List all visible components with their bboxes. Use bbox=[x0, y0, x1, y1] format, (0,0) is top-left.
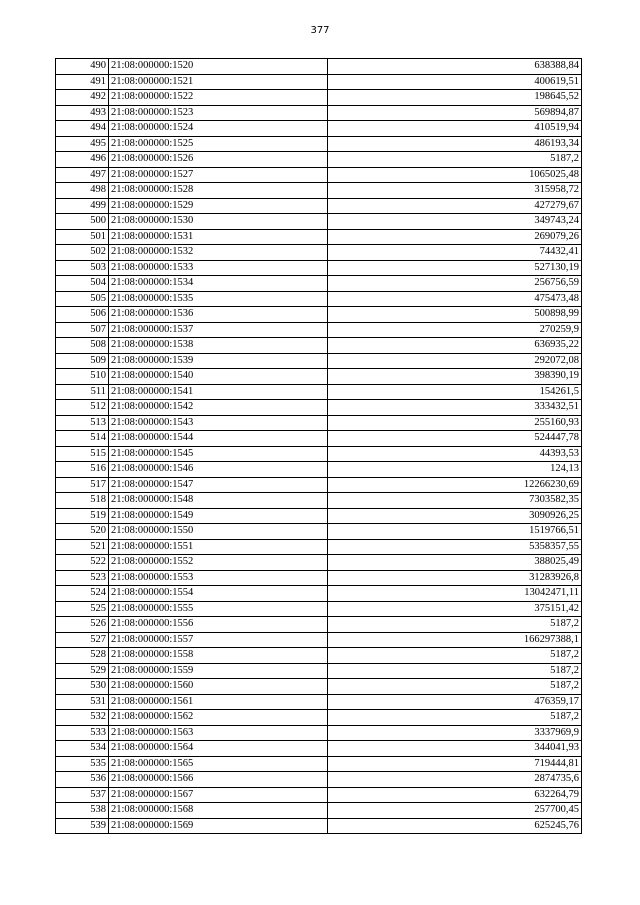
cadastral-number-cell: 21:08:000000:1567 bbox=[109, 787, 328, 803]
cadastral-number-cell: 21:08:000000:1548 bbox=[109, 493, 328, 509]
cadastral-value-cell: 410519,94 bbox=[328, 121, 582, 137]
table-row bbox=[56, 415, 582, 431]
row-number-cell: 529 bbox=[56, 663, 109, 679]
row-number-cell: 498 bbox=[56, 183, 109, 199]
row-number-cell: 519 bbox=[56, 508, 109, 524]
cadastral-value-cell: 5187,2 bbox=[328, 617, 582, 633]
row-number-cell: 531 bbox=[56, 694, 109, 710]
table-row bbox=[56, 167, 582, 183]
cadastral-number-cell: 21:08:000000:1530 bbox=[109, 214, 328, 230]
row-number-cell: 508 bbox=[56, 338, 109, 354]
cadastral-value-cell: 375151,42 bbox=[328, 601, 582, 617]
row-number-cell: 536 bbox=[56, 772, 109, 788]
table-row bbox=[56, 338, 582, 354]
table-row bbox=[56, 400, 582, 416]
cadastral-value-cell: 12266230,69 bbox=[328, 477, 582, 493]
table-row bbox=[56, 384, 582, 400]
row-number-cell: 497 bbox=[56, 167, 109, 183]
cadastral-number-cell: 21:08:000000:1562 bbox=[109, 710, 328, 726]
cadastral-number-cell: 21:08:000000:1542 bbox=[109, 400, 328, 416]
table-row bbox=[56, 276, 582, 292]
cadastral-value-cell: 44393,53 bbox=[328, 446, 582, 462]
row-number-cell: 513 bbox=[56, 415, 109, 431]
table-row bbox=[56, 307, 582, 323]
cadastral-value-cell: 5187,2 bbox=[328, 710, 582, 726]
row-number-cell: 506 bbox=[56, 307, 109, 323]
cadastral-number-cell: 21:08:000000:1522 bbox=[109, 90, 328, 106]
table-row bbox=[56, 136, 582, 152]
row-number-cell: 499 bbox=[56, 198, 109, 214]
cadastral-value-cell: 427279,67 bbox=[328, 198, 582, 214]
cadastral-value-cell: 292072,08 bbox=[328, 353, 582, 369]
cadastral-number-cell: 21:08:000000:1549 bbox=[109, 508, 328, 524]
row-number-cell: 538 bbox=[56, 803, 109, 819]
cadastral-value-cell: 719444,81 bbox=[328, 756, 582, 772]
row-number-cell: 516 bbox=[56, 462, 109, 478]
row-number-cell: 518 bbox=[56, 493, 109, 509]
cadastral-number-cell: 21:08:000000:1551 bbox=[109, 539, 328, 555]
cadastral-value-cell: 166297388,1 bbox=[328, 632, 582, 648]
table-row bbox=[56, 90, 582, 106]
cadastral-value-cell: 524447,78 bbox=[328, 431, 582, 447]
table-row bbox=[56, 601, 582, 617]
table-row bbox=[56, 648, 582, 664]
cadastral-number-cell: 21:08:000000:1558 bbox=[109, 648, 328, 664]
table-row bbox=[56, 772, 582, 788]
cadastral-value-cell: 398390,19 bbox=[328, 369, 582, 385]
row-number-cell: 496 bbox=[56, 152, 109, 168]
cadastral-number-cell: 21:08:000000:1523 bbox=[109, 105, 328, 121]
table-row bbox=[56, 59, 582, 75]
row-number-cell: 504 bbox=[56, 276, 109, 292]
table-row bbox=[56, 105, 582, 121]
cadastral-number-cell: 21:08:000000:1565 bbox=[109, 756, 328, 772]
cadastral-number-cell: 21:08:000000:1547 bbox=[109, 477, 328, 493]
row-number-cell: 491 bbox=[56, 74, 109, 90]
cadastral-number-cell: 21:08:000000:1538 bbox=[109, 338, 328, 354]
cadastral-number-cell: 21:08:000000:1540 bbox=[109, 369, 328, 385]
cadastral-number-cell: 21:08:000000:1564 bbox=[109, 741, 328, 757]
cadastral-value-cell: 569894,87 bbox=[328, 105, 582, 121]
cadastral-value-cell: 3337969,9 bbox=[328, 725, 582, 741]
row-number-cell: 537 bbox=[56, 787, 109, 803]
cadastral-value-cell: 269079,26 bbox=[328, 229, 582, 245]
table-row bbox=[56, 555, 582, 571]
row-number-cell: 521 bbox=[56, 539, 109, 555]
cadastral-value-cell: 124,13 bbox=[328, 462, 582, 478]
cadastral-number-cell: 21:08:000000:1541 bbox=[109, 384, 328, 400]
row-number-cell: 503 bbox=[56, 260, 109, 276]
row-number-cell: 520 bbox=[56, 524, 109, 540]
row-number-cell: 528 bbox=[56, 648, 109, 664]
cadastral-number-cell: 21:08:000000:1560 bbox=[109, 679, 328, 695]
table-row bbox=[56, 229, 582, 245]
cadastral-number-cell: 21:08:000000:1534 bbox=[109, 276, 328, 292]
row-number-cell: 527 bbox=[56, 632, 109, 648]
table-row bbox=[56, 198, 582, 214]
cadastral-value-cell: 638388,84 bbox=[328, 59, 582, 75]
table-row bbox=[56, 74, 582, 90]
cadastral-number-cell: 21:08:000000:1555 bbox=[109, 601, 328, 617]
cadastral-number-cell: 21:08:000000:1553 bbox=[109, 570, 328, 586]
table-row bbox=[56, 291, 582, 307]
row-number-cell: 539 bbox=[56, 818, 109, 834]
table-row bbox=[56, 710, 582, 726]
cadastral-value-cell: 475473,48 bbox=[328, 291, 582, 307]
cadastral-number-cell: 21:08:000000:1533 bbox=[109, 260, 328, 276]
table-row bbox=[56, 477, 582, 493]
cadastral-number-cell: 21:08:000000:1529 bbox=[109, 198, 328, 214]
cadastral-number-cell: 21:08:000000:1546 bbox=[109, 462, 328, 478]
cadastral-value-table bbox=[55, 58, 582, 834]
row-number-cell: 509 bbox=[56, 353, 109, 369]
cadastral-value-cell: 476359,17 bbox=[328, 694, 582, 710]
cadastral-value-cell: 1065025,48 bbox=[328, 167, 582, 183]
cadastral-number-cell: 21:08:000000:1554 bbox=[109, 586, 328, 602]
cadastral-number-cell: 21:08:000000:1556 bbox=[109, 617, 328, 633]
cadastral-value-cell: 315958,72 bbox=[328, 183, 582, 199]
table-row bbox=[56, 369, 582, 385]
table-row bbox=[56, 679, 582, 695]
row-number-cell: 495 bbox=[56, 136, 109, 152]
table-row bbox=[56, 539, 582, 555]
cadastral-value-cell: 527130,19 bbox=[328, 260, 582, 276]
table-row bbox=[56, 493, 582, 509]
table-row bbox=[56, 570, 582, 586]
cadastral-number-cell: 21:08:000000:1528 bbox=[109, 183, 328, 199]
cadastral-value-cell: 5358357,55 bbox=[328, 539, 582, 555]
table-row bbox=[56, 322, 582, 338]
cadastral-value-cell: 257700,45 bbox=[328, 803, 582, 819]
row-number-cell: 532 bbox=[56, 710, 109, 726]
table-row bbox=[56, 617, 582, 633]
table-row bbox=[56, 756, 582, 772]
table-row bbox=[56, 462, 582, 478]
cadastral-value-cell: 198645,52 bbox=[328, 90, 582, 106]
row-number-cell: 510 bbox=[56, 369, 109, 385]
cadastral-number-cell: 21:08:000000:1566 bbox=[109, 772, 328, 788]
row-number-cell: 502 bbox=[56, 245, 109, 261]
cadastral-value-cell: 388025,49 bbox=[328, 555, 582, 571]
table-row bbox=[56, 787, 582, 803]
cadastral-number-cell: 21:08:000000:1552 bbox=[109, 555, 328, 571]
table-row bbox=[56, 741, 582, 757]
cadastral-number-cell: 21:08:000000:1568 bbox=[109, 803, 328, 819]
table-body bbox=[56, 59, 582, 834]
cadastral-value-cell: 333432,51 bbox=[328, 400, 582, 416]
table-row bbox=[56, 260, 582, 276]
row-number-cell: 505 bbox=[56, 291, 109, 307]
table-row bbox=[56, 431, 582, 447]
cadastral-value-cell: 270259,9 bbox=[328, 322, 582, 338]
row-number-cell: 492 bbox=[56, 90, 109, 106]
cadastral-number-cell: 21:08:000000:1524 bbox=[109, 121, 328, 137]
cadastral-value-cell: 400619,51 bbox=[328, 74, 582, 90]
cadastral-value-cell: 31283926,8 bbox=[328, 570, 582, 586]
cadastral-value-cell: 13042471,11 bbox=[328, 586, 582, 602]
row-number-cell: 526 bbox=[56, 617, 109, 633]
row-number-cell: 534 bbox=[56, 741, 109, 757]
table-row bbox=[56, 632, 582, 648]
cadastral-value-cell: 5187,2 bbox=[328, 648, 582, 664]
row-number-cell: 490 bbox=[56, 59, 109, 75]
table-row bbox=[56, 121, 582, 137]
cadastral-value-cell: 5187,2 bbox=[328, 152, 582, 168]
row-number-cell: 501 bbox=[56, 229, 109, 245]
row-number-cell: 517 bbox=[56, 477, 109, 493]
cadastral-number-cell: 21:08:000000:1536 bbox=[109, 307, 328, 323]
row-number-cell: 522 bbox=[56, 555, 109, 571]
cadastral-value-cell: 349743,24 bbox=[328, 214, 582, 230]
cadastral-value-cell: 1519766,51 bbox=[328, 524, 582, 540]
cadastral-number-cell: 21:08:000000:1539 bbox=[109, 353, 328, 369]
row-number-cell: 511 bbox=[56, 384, 109, 400]
table-row bbox=[56, 803, 582, 819]
table-row bbox=[56, 183, 582, 199]
table-row bbox=[56, 245, 582, 261]
row-number-cell: 533 bbox=[56, 725, 109, 741]
cadastral-number-cell: 21:08:000000:1559 bbox=[109, 663, 328, 679]
row-number-cell: 524 bbox=[56, 586, 109, 602]
table-row bbox=[56, 694, 582, 710]
row-number-cell: 525 bbox=[56, 601, 109, 617]
cadastral-value-cell: 500898,99 bbox=[328, 307, 582, 323]
cadastral-value-cell: 256756,59 bbox=[328, 276, 582, 292]
cadastral-number-cell: 21:08:000000:1544 bbox=[109, 431, 328, 447]
cadastral-number-cell: 21:08:000000:1531 bbox=[109, 229, 328, 245]
row-number-cell: 500 bbox=[56, 214, 109, 230]
cadastral-number-cell: 21:08:000000:1520 bbox=[109, 59, 328, 75]
cadastral-number-cell: 21:08:000000:1521 bbox=[109, 74, 328, 90]
page-number: 377 bbox=[310, 25, 330, 36]
table-row bbox=[56, 214, 582, 230]
table-row bbox=[56, 446, 582, 462]
cadastral-number-cell: 21:08:000000:1537 bbox=[109, 322, 328, 338]
cadastral-value-cell: 625245,76 bbox=[328, 818, 582, 834]
cadastral-value-cell: 636935,22 bbox=[328, 338, 582, 354]
table-row bbox=[56, 586, 582, 602]
cadastral-number-cell: 21:08:000000:1545 bbox=[109, 446, 328, 462]
cadastral-number-cell: 21:08:000000:1532 bbox=[109, 245, 328, 261]
row-number-cell: 530 bbox=[56, 679, 109, 695]
cadastral-number-cell: 21:08:000000:1527 bbox=[109, 167, 328, 183]
table-row bbox=[56, 524, 582, 540]
cadastral-value-cell: 74432,41 bbox=[328, 245, 582, 261]
cadastral-number-cell: 21:08:000000:1526 bbox=[109, 152, 328, 168]
cadastral-value-cell: 2874735,6 bbox=[328, 772, 582, 788]
cadastral-value-cell: 255160,93 bbox=[328, 415, 582, 431]
cadastral-value-cell: 632264,79 bbox=[328, 787, 582, 803]
table-row bbox=[56, 353, 582, 369]
cadastral-number-cell: 21:08:000000:1557 bbox=[109, 632, 328, 648]
cadastral-number-cell: 21:08:000000:1525 bbox=[109, 136, 328, 152]
cadastral-number-cell: 21:08:000000:1543 bbox=[109, 415, 328, 431]
table-row bbox=[56, 818, 582, 834]
cadastral-number-cell: 21:08:000000:1561 bbox=[109, 694, 328, 710]
cadastral-value-cell: 5187,2 bbox=[328, 663, 582, 679]
cadastral-value-cell: 3090926,25 bbox=[328, 508, 582, 524]
row-number-cell: 523 bbox=[56, 570, 109, 586]
cadastral-value-cell: 486193,34 bbox=[328, 136, 582, 152]
cadastral-number-cell: 21:08:000000:1563 bbox=[109, 725, 328, 741]
table-row bbox=[56, 663, 582, 679]
row-number-cell: 493 bbox=[56, 105, 109, 121]
cadastral-value-cell: 7303582,35 bbox=[328, 493, 582, 509]
table-row bbox=[56, 152, 582, 168]
table-row bbox=[56, 725, 582, 741]
table-row bbox=[56, 508, 582, 524]
cadastral-number-cell: 21:08:000000:1550 bbox=[109, 524, 328, 540]
cadastral-value-cell: 154261,5 bbox=[328, 384, 582, 400]
row-number-cell: 515 bbox=[56, 446, 109, 462]
cadastral-value-cell: 5187,2 bbox=[328, 679, 582, 695]
row-number-cell: 535 bbox=[56, 756, 109, 772]
cadastral-number-cell: 21:08:000000:1535 bbox=[109, 291, 328, 307]
row-number-cell: 514 bbox=[56, 431, 109, 447]
row-number-cell: 494 bbox=[56, 121, 109, 137]
row-number-cell: 507 bbox=[56, 322, 109, 338]
cadastral-value-cell: 344041,93 bbox=[328, 741, 582, 757]
cadastral-number-cell: 21:08:000000:1569 bbox=[109, 818, 328, 834]
row-number-cell: 512 bbox=[56, 400, 109, 416]
